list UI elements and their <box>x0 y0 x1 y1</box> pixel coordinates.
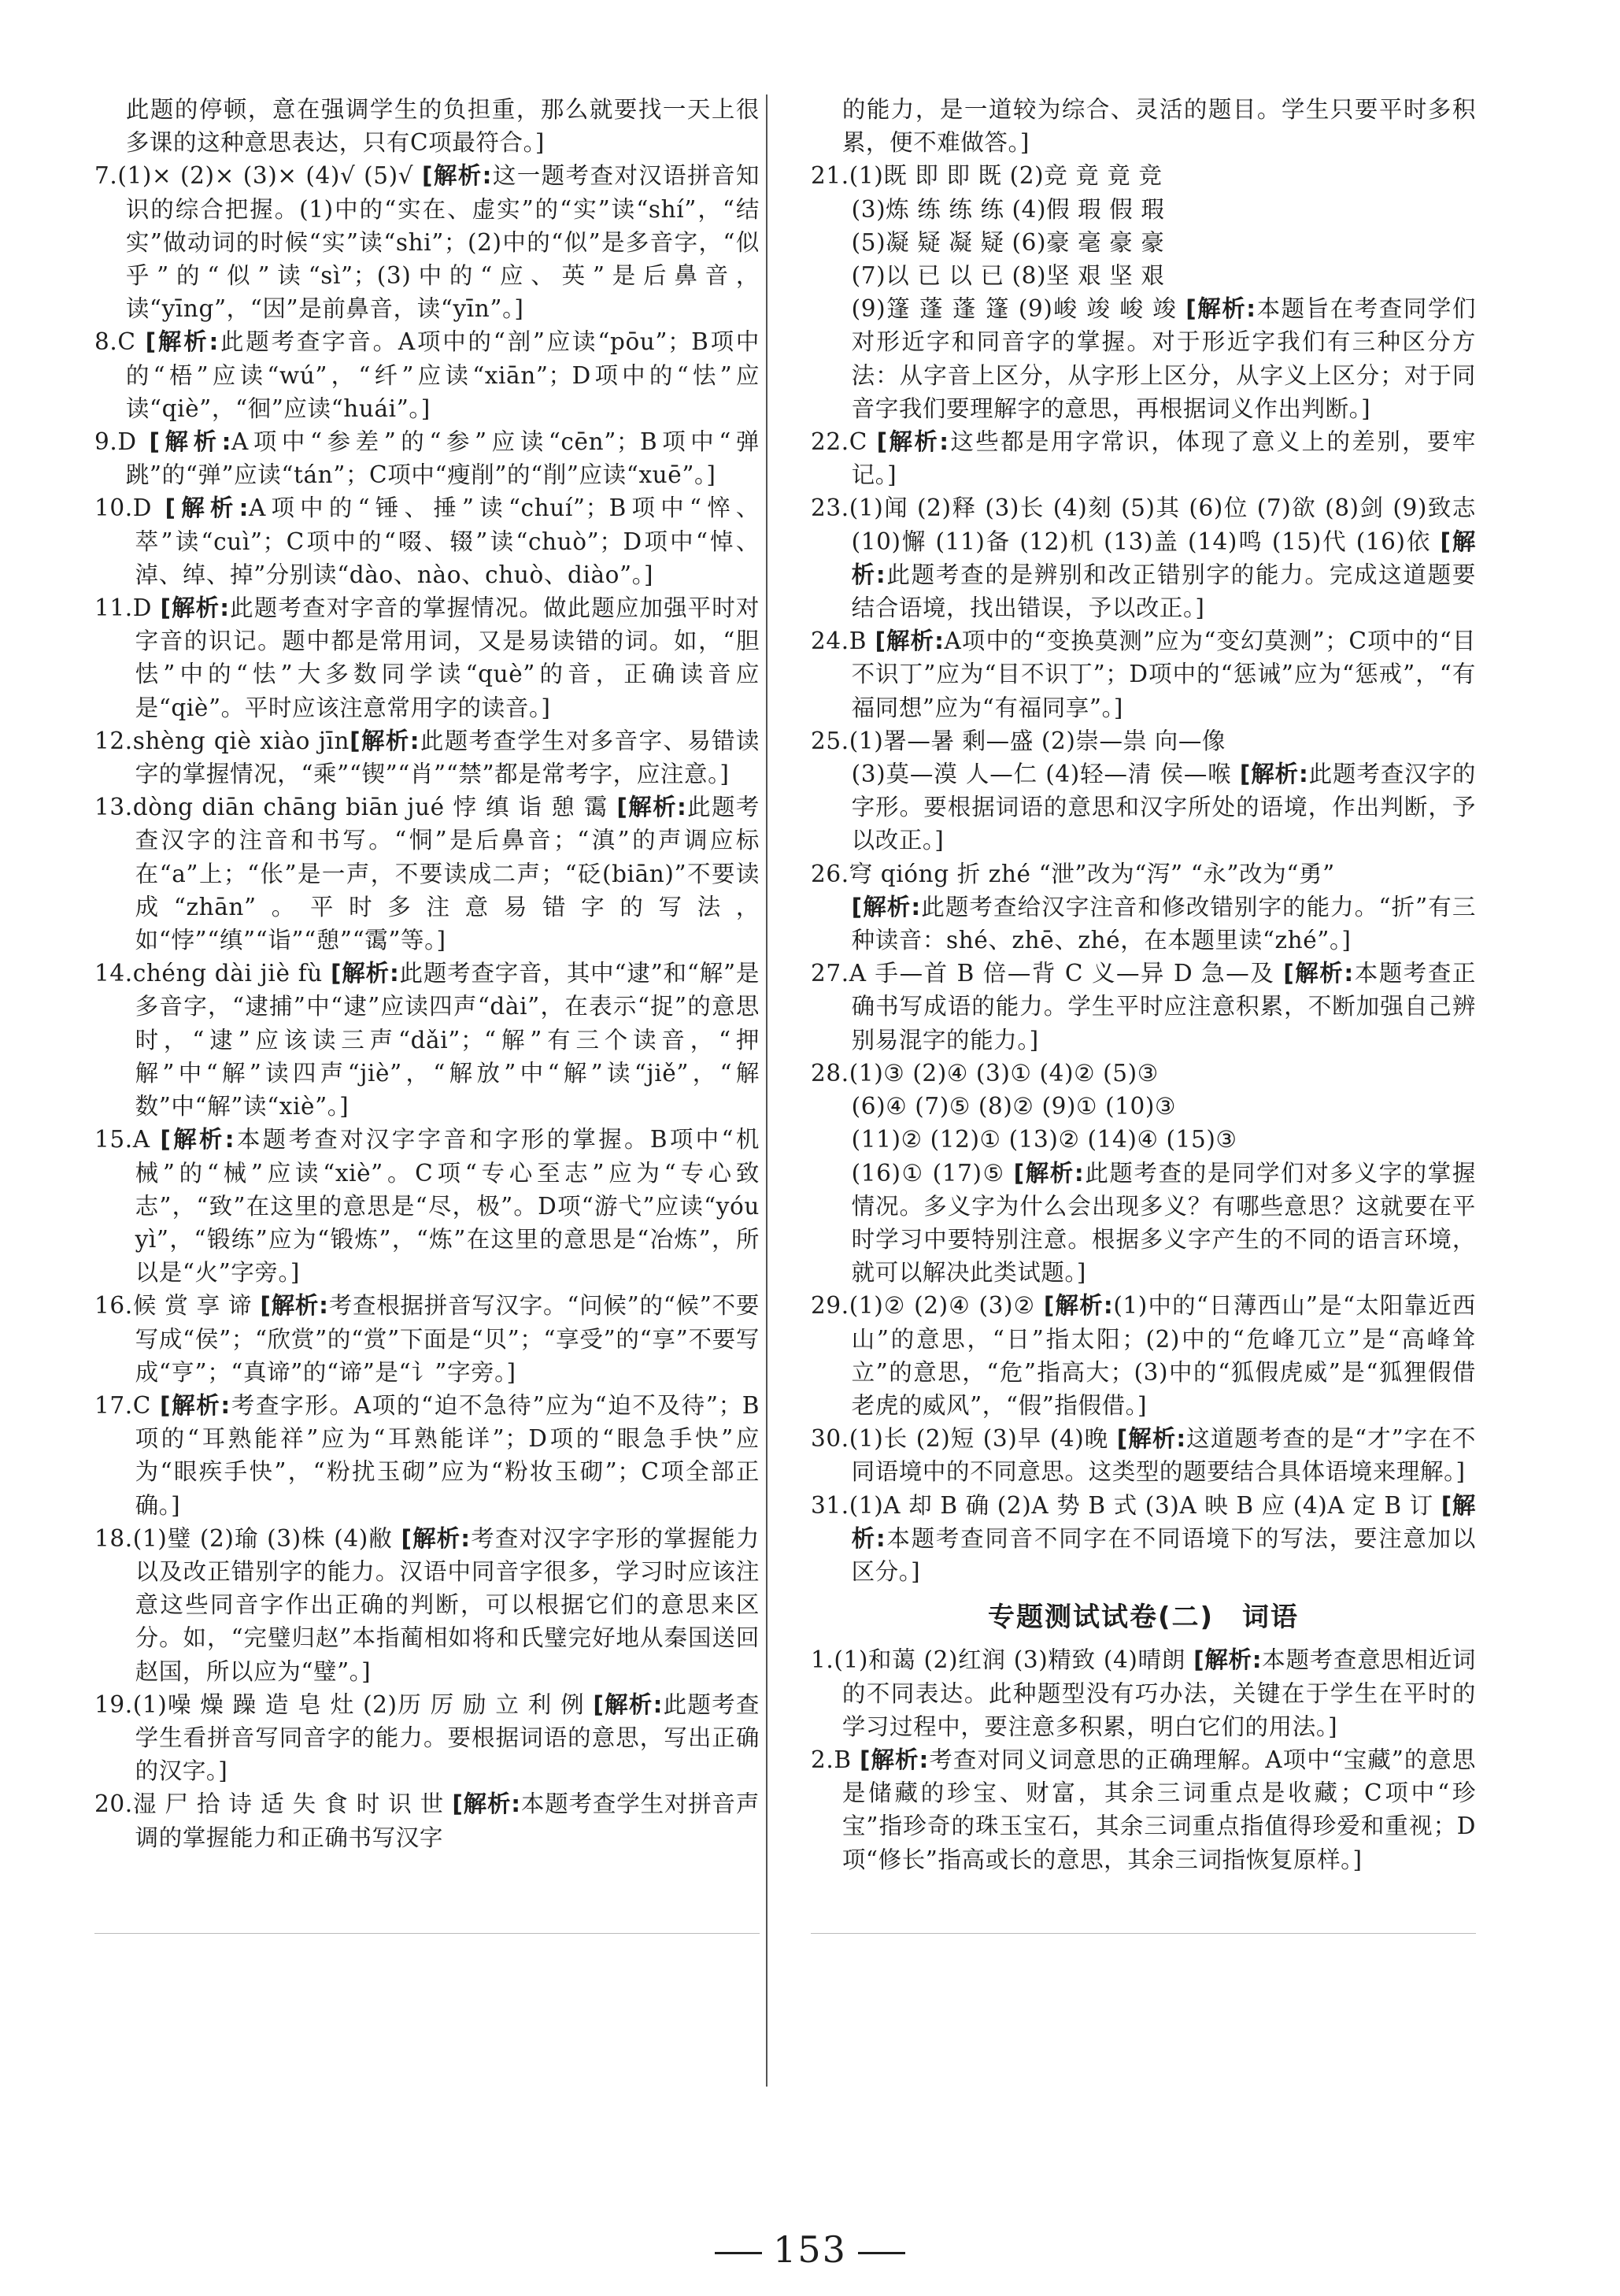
right-column-answers <box>811 93 1476 1588</box>
analysis-label: [解析: <box>593 1691 664 1718</box>
analysis-label: [解析: <box>1193 1646 1263 1674</box>
answer-item-q24 <box>811 624 1476 724</box>
analysis-text: 考查对同义词意思的正确理解。A项中“宝藏”的意思是储藏的珍宝、财富，其余三词重点是收藏；C项中“珍宝”指珍奇的珠玉宝石，其余三词重点指值得珍爱和重视；D项“修长”指高或长的意思，其余三词指恢复原样。] <box>841 1746 1476 1873</box>
analysis-text: 此题考查字音，其中“逮”和“解”是多音字，“逮捕”中“逮”应读四声“dài”，在表示“捉”的意思时，“逮”应该读三声“dǎi”；“解”有三个读音，“押解”中“解”读四声“jiè”，“解放”中“解”读“jiě”，“解数”中“解”读“xiè”。] <box>135 960 760 1120</box>
analysis-text: 考查字形。A项的“迫不急待”应为“迫不及待”；B项的“耳熟能祥”应为“耳熟能详”；D项的“眼急手快”应为“眼疾手快”，“粉扰玉砌”应为“粉妆玉砌”；C项全部正确。] <box>135 1391 760 1519</box>
analysis-label: [解析: <box>149 428 232 456</box>
analysis-label: [解析: <box>1283 960 1354 987</box>
answer-text: 7.(1)× (2)× (3)× (4)√ (5)√ <box>94 162 422 190</box>
answer-text: 13.dòng diān chāng biān jué 悖 缜 诣 憩 霭 <box>94 794 617 821</box>
analysis-text: 本题考查同音不同字在不同语境下的写法，要注意加以区分。] <box>851 1524 1476 1585</box>
page-number-dash-left <box>715 2252 762 2254</box>
answer-item-cont20 <box>811 93 1476 159</box>
analysis-label: [解析: <box>145 328 219 356</box>
analysis-text: 考查对汉字字形的掌握能力以及改正错别字的能力。汉语中同音字很多，学习时应该注意这些同音字作出正确的判断，可以根据它们的意思来区分。如，“完璧归赵”本指蔺相如将和氏璧完好地从秦国送回赵国，所以应为“璧”。] <box>135 1524 760 1685</box>
answer-text: 12.shèng qiè xiào jīn <box>94 727 350 754</box>
analysis-label: [解析: <box>421 162 493 190</box>
page-number-dash-right <box>858 2252 905 2254</box>
answer-text: 11.D <box>94 594 161 622</box>
analysis-text: 这些都是用字常识，体现了意义上的差别，要牢记。] <box>851 428 1476 489</box>
analysis-label: [解析: <box>616 794 687 821</box>
section-title: 专题测试试卷(二) 词语 <box>987 1602 1300 1634</box>
answer-line: (3)炼 练 练 练 (4)假 瑕 假 瑕 <box>851 195 1165 223</box>
analysis-label: [解析: <box>159 1391 231 1419</box>
answer-text: 9.D <box>94 428 150 456</box>
answer-item-q20 <box>94 1787 760 1853</box>
answer-item-q27 <box>811 957 1476 1057</box>
analysis-text: 此题考查汉字的注音和书写。“恫”是后鼻音；“滇”的声调应标在“a”上；“伥”是一声，不要读成二声；“砭(biān)”不要读成“zhān”。平时多注意易错字的写法，如“悖”“缜”“诣”“憩”“霭”等。] <box>135 794 760 954</box>
answer-item-q11 <box>94 591 760 724</box>
section-two-answers <box>811 1643 1476 1876</box>
analysis-text: 考查根据拼音写汉字。“问候”的“候”不要写成“侯”；“欣赏”的“赏”下面是“贝”；“享受”的“享”不要写成“亨”；“真谛”的“谛”是“讠”字旁。] <box>135 1292 760 1386</box>
answer-item-q7 <box>94 159 760 325</box>
answer-text: 27.A 手—首 B 倍—背 C 义—异 D 急—及 <box>811 960 1284 987</box>
fold-line-left <box>94 1933 760 1934</box>
analysis-text: 的能力，是一道较为综合、灵活的题目。学生只要平时多积累，便不难做答。] <box>841 96 1476 157</box>
analysis-text: A项中的“锤、捶”读“chuí”；B项中“悴、萃”读“cuì”；C项中的“啜、辍”读“chuò”；D项中“悼、淖、绰、掉”分别读“dào、nào、chuò、diào”。] <box>135 494 760 588</box>
answer-line: 21.(1)既 即 即 既 (2)竞 竟 竟 竞 <box>811 162 1163 190</box>
analysis-text: 此题考查的是同学们对多义字的掌握情况。多义字为什么会出现多义？有哪些意思？这就要在平时学习中要特别注意。根据多义字产生的不同的语言环境，就可以解决此类试题。] <box>851 1159 1476 1287</box>
answer-text: (9)篷 蓬 蓬 篷 (9)峻 竣 峻 竣 <box>851 295 1186 323</box>
answer-text: 2.B <box>811 1746 860 1773</box>
analysis-text: 此题考查学生对多音字、易错读字的掌握情况，“乘”“锲”“肖”“禁”都是常考字，应注意。] <box>135 727 760 788</box>
analysis-text: (1)中的“日薄西山”是“太阳靠近西山”的意思，“日”指太阳；(2)中的“危峰兀立”是“高峰耸立”的意思，“危”指高大；(3)中的“狐假虎威”是“狐狸假借老虎的威风”，“假”指假借。] <box>851 1292 1476 1419</box>
analysis-text: 此题考查字音。A项中的“剖”应读“pōu”；B项中的“梧”应读“wú”，“纤”应读“xiān”；D项中的“怯”应读“qiè”，“徊”应读“huái”。] <box>125 328 760 422</box>
answer-line: (11)② (12)① (13)② (14)④ (15)③ <box>851 1126 1237 1154</box>
answer-text: 31.(1)A 却 B 确 (2)A 势 B 式 (3)A 映 B 应 (4)A 定 B 订 <box>811 1491 1441 1519</box>
analysis-label: [解析: <box>1239 761 1309 788</box>
analysis-label: [解析: <box>875 628 945 655</box>
analysis-label: [解析: <box>452 1791 521 1818</box>
analysis-label: [解析: <box>1116 1425 1186 1453</box>
answer-text: 19.(1)噪 燥 躁 造 皂 灶 (2)历 厉 励 立 利 例 <box>94 1691 594 1718</box>
answer-item-q13 <box>94 791 760 957</box>
analysis-label: [解析: <box>851 1491 1477 1552</box>
analysis-text: 本题考查对汉字字音和字形的掌握。B项中“机械”的“械”应读“xiè”。C项“专心至志”应为“专心致志”，“致”在这里的意思是“尽，极”。D项“游弋”应读“yóu yì”，“锻练”应为“锻炼”，“炼”在这里的意思是“冶炼”，所以是“火”字旁。] <box>135 1126 760 1287</box>
analysis-text: 此题考查给汉字注音和修改错别字的能力。“折”有三种读音：shé、zhē、zhé，在本题里读“zhé”。] <box>851 893 1476 954</box>
answer-text: 29.(1)② (2)④ (3)② <box>811 1292 1044 1320</box>
answer-text: (3)莫—漠 人—仁 (4)轻—清 侯—喉 <box>851 761 1240 788</box>
page-number <box>0 2228 1620 2271</box>
answer-text: 22.C <box>811 428 877 456</box>
answer-text: 17.C <box>94 1391 160 1419</box>
analysis-text: 这一题考查对汉语拼音知识的综合把握。(1)中的“实在、虚实”的“实”读“shí”，“结实”做动词的时候“实”读“shi”；(2)中的“似”是多音字，“似乎”的“似”读“sì”；(3)中的“应、英”是后鼻音，读“yīng”，“因”是前鼻音，读“yīn”。] <box>125 162 760 323</box>
answer-line: 28.(1)③ (2)④ (3)① (4)② (5)③ <box>811 1059 1159 1087</box>
answer-text: 18.(1)璧 (2)瑜 (3)株 (4)敝 <box>94 1524 401 1552</box>
answer-item-q26 <box>811 857 1476 957</box>
answer-line: (7)以 已 以 已 (8)坚 艰 坚 艰 <box>851 262 1165 290</box>
analysis-label: [解析: <box>876 428 949 456</box>
analysis-text: 本题考查学生对拼音声调的掌握能力和正确书写汉字 <box>135 1791 760 1851</box>
answer-item-q28 <box>811 1057 1476 1289</box>
analysis-text: A项中的“变换莫测”应为“变幻莫测”；C项中的“目不识丁”应为“目不识丁”；D项中的“惩诫”应为“惩戒”，“有福同想”应为“有福同享”。] <box>851 628 1476 721</box>
answer-item-q12 <box>94 724 760 791</box>
answer-item-q16 <box>94 1289 760 1389</box>
answer-item-q30 <box>811 1422 1476 1488</box>
answer-text: 24.B <box>811 628 875 655</box>
answer-text: 14.chéng dài jiè fù <box>94 960 331 987</box>
answer-text: 10.D <box>94 494 165 522</box>
analysis-label: [解析: <box>260 1292 329 1320</box>
analysis-label: [解析: <box>851 528 1477 588</box>
answer-line: (6)④ (7)⑤ (8)② (9)① (10)③ <box>851 1093 1177 1120</box>
answer-item-s2q2 <box>811 1743 1476 1876</box>
answer-line: 25.(1)署—暑 剩—盛 (2)崇—祟 向—像 <box>811 727 1226 754</box>
analysis-text: 此题考查对字音的掌握情况。做此题应加强平时对字音的识记。题中都是常用词，又是易读错的词。如，“胆怯”中的“怯”大多数同学读“què”的音，正确读音应是“qiè”。平时应该注意常用字的读音。] <box>135 594 760 721</box>
answer-text: 15.A <box>94 1126 161 1154</box>
analysis-text: 此题的停顿，意在强调学生的负担重，那么就要找一天上很多课的这种意思表达，只有C项最符合。] <box>125 96 760 157</box>
analysis-label: [解析: <box>331 960 400 987</box>
analysis-text: 此题考查汉字的字形。要根据词语的意思和汉字所处的语境，作出判断，予以改正。] <box>851 761 1476 854</box>
analysis-label: [解析: <box>860 1746 929 1773</box>
analysis-label: [解析: <box>350 727 420 754</box>
answer-item-q10 <box>94 491 760 591</box>
analysis-text: 本题考查意思相近词的不同表达。此种题型没有巧办法，关键在于学生在平时的学习过程中，要注意多积累，明白它们的用法。] <box>841 1646 1477 1740</box>
analysis-text: 此题考查的是辨别和改正错别字的能力。完成这道题要结合语境，找出错误，予以改正。] <box>851 561 1476 622</box>
analysis-label: [解析: <box>1013 1159 1085 1187</box>
page-number-value: 153 <box>773 2228 847 2271</box>
answer-text: 1.(1)和蔼 (2)红润 (3)精致 (4)晴朗 <box>811 1646 1194 1674</box>
analysis-label: [解析: <box>401 1524 471 1552</box>
answer-text: 16.候 赏 享 谛 <box>94 1292 261 1320</box>
answer-item-q8 <box>94 325 760 425</box>
analysis-text: 这道题考查的是“才”字在不同语境中的不同意思。这类型的题要结合具体语境来理解。] <box>851 1425 1476 1486</box>
answer-item-q19 <box>94 1688 760 1788</box>
analysis-label: [解析: <box>160 594 230 622</box>
left-column <box>94 93 760 1854</box>
answer-text: (16)① (17)⑤ <box>851 1159 1014 1187</box>
answer-line: (5)凝 疑 凝 疑 (6)豪 毫 豪 豪 <box>851 228 1165 256</box>
analysis-text: A项中“参差”的“参”应读“cēn”；B项中“弹跳”的“弹”应读“tán”；C项中“瘦削”的“削”应读“xuē”。] <box>125 428 760 489</box>
answer-item-q15 <box>94 1123 760 1289</box>
analysis-label: [解析: <box>165 494 249 522</box>
answer-item-q31 <box>811 1489 1476 1589</box>
analysis-text: 本题旨在考查同学们对形近字和同音字的掌握。对于形近字我们有三种区分方法：从字音上区分，从字形上区分，从字义上区分；对于同音字我们要理解字的意思，再根据词义作出判断。] <box>851 295 1476 422</box>
answer-item-q22 <box>811 425 1476 491</box>
column-divider <box>766 94 767 2087</box>
analysis-label: [解析: <box>1043 1292 1114 1320</box>
answer-text: 8.C <box>94 328 146 356</box>
answer-line: 26.穹 qióng 折 zhé “泄”改为“泻” “永”改为“勇” <box>811 860 1335 887</box>
answer-item-s2q1 <box>811 1643 1476 1743</box>
answer-item-q21 <box>811 159 1476 425</box>
answer-item-q9 <box>94 425 760 491</box>
answer-item-q25 <box>811 724 1476 857</box>
analysis-text: 此题考查学生看拼音写同音字的能力。要根据词语的意思，写出正确的汉字。] <box>135 1691 760 1785</box>
answer-item-q29 <box>811 1289 1476 1422</box>
answer-text: 23.(1)闻 (2)释 (3)长 (4)刻 (5)其 (6)位 (7)欲 (8)剑 (9)致志 (10)懈 (11)备 (12)机 (13)盖 (14)鸣 (15)代 (16)依 <box>811 494 1476 555</box>
answer-item-q18 <box>94 1522 760 1688</box>
answer-item-cont6 <box>94 93 760 159</box>
analysis-label: [解析: <box>160 1126 235 1154</box>
answer-item-q17 <box>94 1389 760 1522</box>
analysis-text: 本题考查正确书写成语的能力。学生平时应注意积累，不断加强自己辨别易混字的能力。] <box>851 960 1476 1054</box>
answer-text: 30.(1)长 (2)短 (3)早 (4)晚 <box>811 1425 1117 1453</box>
analysis-label: [解析: <box>851 893 921 920</box>
answer-item-q23 <box>811 491 1476 624</box>
fold-line-right <box>811 1933 1476 1934</box>
right-column <box>811 93 1476 1876</box>
answer-item-q14 <box>94 957 760 1123</box>
analysis-label: [解析: <box>1185 295 1256 323</box>
answer-text: 20.湿 尸 拾 诗 适 失 食 时 识 世 <box>94 1791 453 1818</box>
